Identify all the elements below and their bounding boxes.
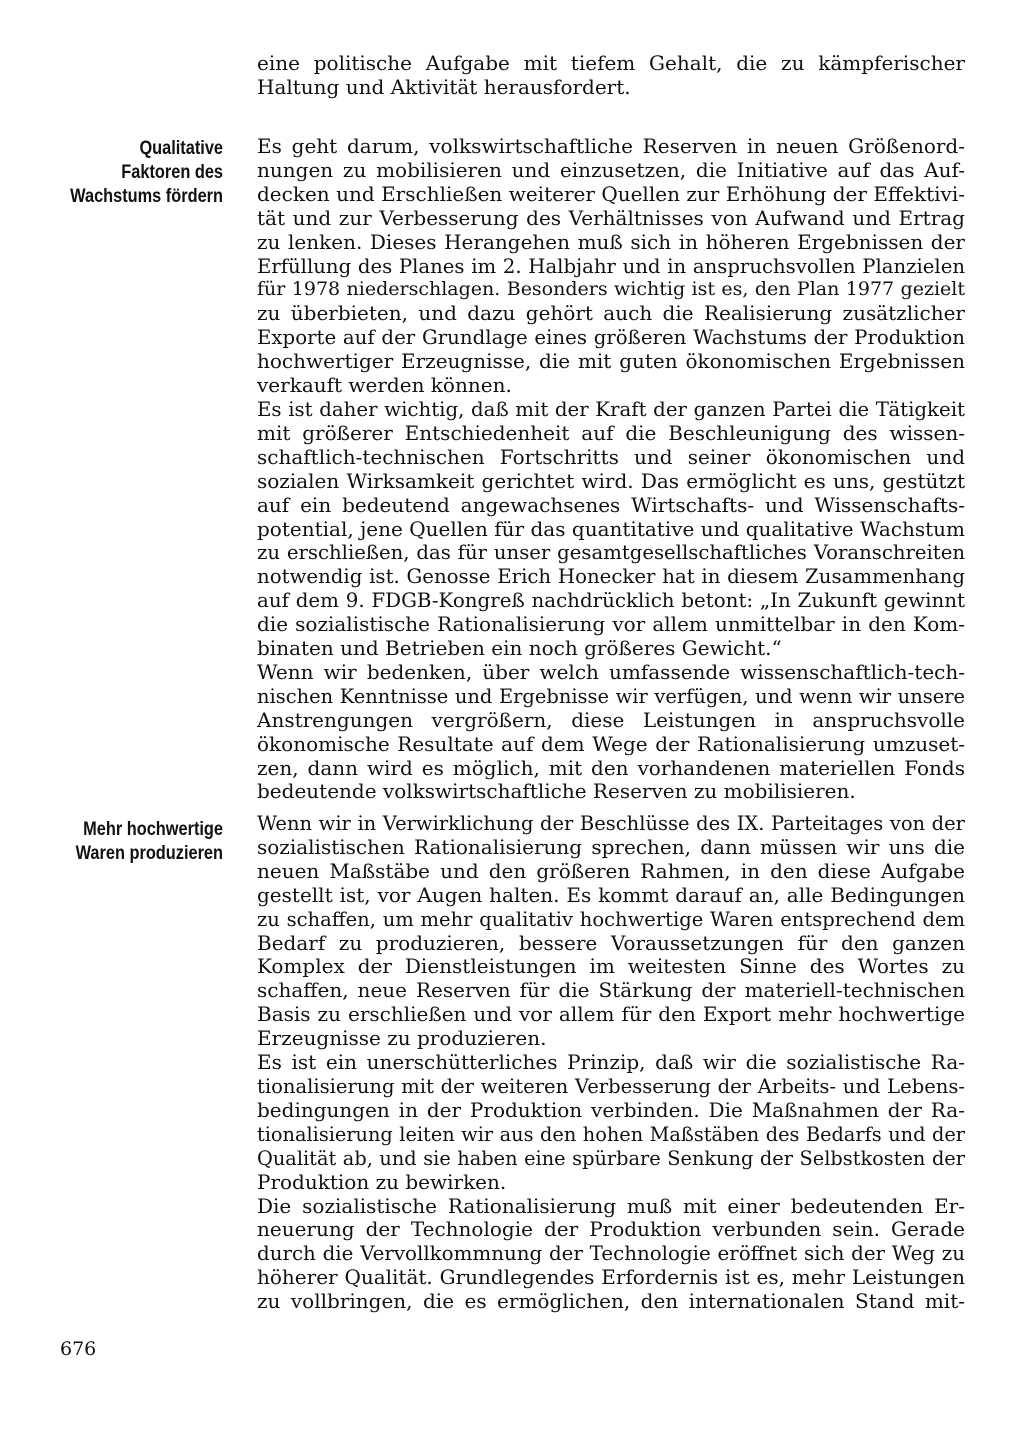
text-line: bedingungen in der Produktion verbinden. Die Maßnahmen der Ra-: [257, 1097, 965, 1122]
text-line: Exporte auf der Grundlage eines größeren Wachstums der Produktion: [257, 326, 965, 350]
text-line: schaffen, neue Reserven für die Stärkung der materiell-technischen: [257, 978, 965, 1003]
text-line: sozialistischen Rationalisierung sprechen, dann müssen wir uns die: [257, 834, 965, 859]
text-line: bedeutende volkswirtschaftliche Reserven zu mobilisieren.: [257, 779, 856, 804]
text-line: Erzeugnisse zu produzieren.: [257, 1026, 547, 1051]
text-line: Erfüllung des Planes im 2. Halbjahr und in anspruchsvollen Planzielen: [257, 254, 965, 278]
text-line: Qualität ab, und sie haben eine spürbare Senkung der Selbstkosten der: [257, 1146, 965, 1170]
text-line: nungen zu mobilisieren und einzusetzen, die Initiative auf das Auf-: [257, 157, 965, 182]
text-line: auf dem 9. FDGB-Kongreß nachdrücklich betont: „In Zukunft gewinnt: [257, 589, 965, 613]
text-line: neuerung der Technologie der Produktion verbunden sein. Gerade: [257, 1217, 965, 1242]
heading-line: Mehr hochwertige: [83, 819, 223, 840]
text-line: nischen Kenntnisse und Ergebnisse wir verfügen, und wenn wir unsere: [257, 684, 965, 708]
text-line: die sozialistische Rationalisierung vor allem unmittelbar in den Kom-: [257, 612, 965, 637]
margin-heading-qualitative-factors: [51, 137, 223, 209]
text-line: höherer Qualität. Grundlegendes Erfordernis ist es, mehr Leistungen: [257, 1265, 965, 1290]
text-line: Wenn wir in Verwirklichung der Beschlüsse des IX. Parteitages von der: [257, 812, 965, 835]
text-line: zu überbieten, und dazu gehört auch die Realisierung zusätzlicher: [257, 301, 965, 326]
text-line: schaftlich-technischen Fortschritts und seiner ökonomischen und: [257, 444, 965, 469]
text-line: durch die Vervollkommnung der Technologie eröffnet sich der Weg zu: [257, 1242, 965, 1266]
text-line: potential, jene Quellen für das quantitative und qualitative Wachstum: [257, 516, 965, 541]
text-line: zu erschließen, das für unser gesamtgesellschaftliches Voranschreiten: [257, 541, 965, 565]
heading-line: Qualitative: [139, 138, 223, 159]
text-line: binaten und Betrieben ein noch größeres Gewicht.“: [257, 636, 782, 661]
text-line: Die sozialistische Rationalisierung muß mit einer bedeutenden Er-: [257, 1193, 965, 1218]
text-line: ökonomische Resultate auf dem Wege der Rationalisierung umzuset-: [257, 731, 965, 756]
text-line: Es geht darum, volkswirtschaftliche Reserven in neuen Größenord-: [257, 134, 965, 158]
text-line: tionalisierung mit der weiteren Verbesserung der Arbeits- und Lebens-: [257, 1074, 965, 1098]
text-line: mit größerer Entschiedenheit auf die Beschleunigung des wissen-: [257, 420, 965, 445]
text-line: Es ist ein unerschütterliches Prinzip, daß wir die sozialistische Ra-: [257, 1050, 965, 1075]
text-line: Produktion zu bewirken.: [257, 1169, 507, 1194]
heading-line: Wachstums fördern: [70, 185, 224, 207]
text-line: zu schaffen, um mehr qualitativ hochwertige Waren entsprechend dem: [257, 907, 965, 931]
text-line: Bedarf zu produzieren, bessere Voraussetzungen für den ganzen: [257, 930, 965, 955]
text-line: eine politische Aufgabe mit tiefem Gehalt, die zu kämpferischer: [257, 51, 965, 75]
heading-line: Faktoren des: [121, 161, 223, 183]
text-line: tät und zur Verbesserung des Verhältnisses von Aufwand und Ertrag: [257, 205, 965, 230]
text-line: Es ist daher wichtig, daß mit der Kraft der ganzen Partei die Tätigkeit: [257, 397, 965, 421]
text-line: Komplex der Dienstleistungen im weitesten Sinne des Wortes zu: [257, 954, 965, 979]
text-line: gestellt ist, vor Augen halten. Es kommt darauf an, alle Bedingungen: [257, 882, 965, 907]
text-line: notwendig ist. Genosse Erich Honecker hat in diesem Zusammenhang: [257, 565, 965, 589]
text-line: Basis zu erschließen und vor allem für den Export mehr hochwertige: [257, 1002, 965, 1027]
text-line: neuen Maßstäbe und den größeren Rahmen, in den diese Aufgabe: [257, 858, 965, 883]
text-line: Haltung und Aktivität herausfordert.: [257, 74, 631, 99]
text-line: zen, dann wird es möglich, mit den vorhandenen materiellen Fonds: [257, 755, 965, 780]
text-line: zu vollbringen, die es ermöglichen, den internationalen Stand mit-: [257, 1289, 965, 1314]
text-line: decken und Erschließen weiterer Quellen zur Erhöhung der Effektivi-: [257, 181, 965, 206]
text-line: auf ein bedeutend angewachsenes Wirtschafts- und Wissenschafts-: [257, 492, 965, 517]
text-block-intro: [257, 52, 965, 100]
text-line: Wenn wir bedenken, über welch umfassende wissenschaftlich-tech-: [257, 659, 965, 684]
text-line: tionalisierung leiten wir aus den hohen Maßstäben des Bedarfs und der: [257, 1122, 965, 1146]
text-line: verkauft werden können.: [257, 373, 512, 398]
heading-line: Waren produzieren: [75, 842, 224, 864]
page-number: 676: [60, 1338, 97, 1360]
text-block-qualitative-factors: [257, 135, 965, 804]
text-line: zu lenken. Dieses Herangehen muß sich in höheren Ergebnissen der: [257, 229, 965, 254]
margin-heading-high-quality-goods: [51, 818, 223, 866]
text-line: sozialen Wirksamkeit gerichtet wird. Das ermöglicht es uns, gestützt: [257, 468, 965, 493]
text-line: für 1978 niederschlagen. Besonders wichtig ist es, den Plan 1977 gezielt: [257, 278, 965, 301]
text-line: hochwertiger Erzeugnisse, die mit guten ökonomischen Ergebnissen: [257, 349, 965, 374]
text-line: Anstrengungen vergrößern, diese Leistungen in anspruchsvolle: [257, 707, 965, 732]
text-block-high-quality-goods: [257, 812, 965, 1314]
